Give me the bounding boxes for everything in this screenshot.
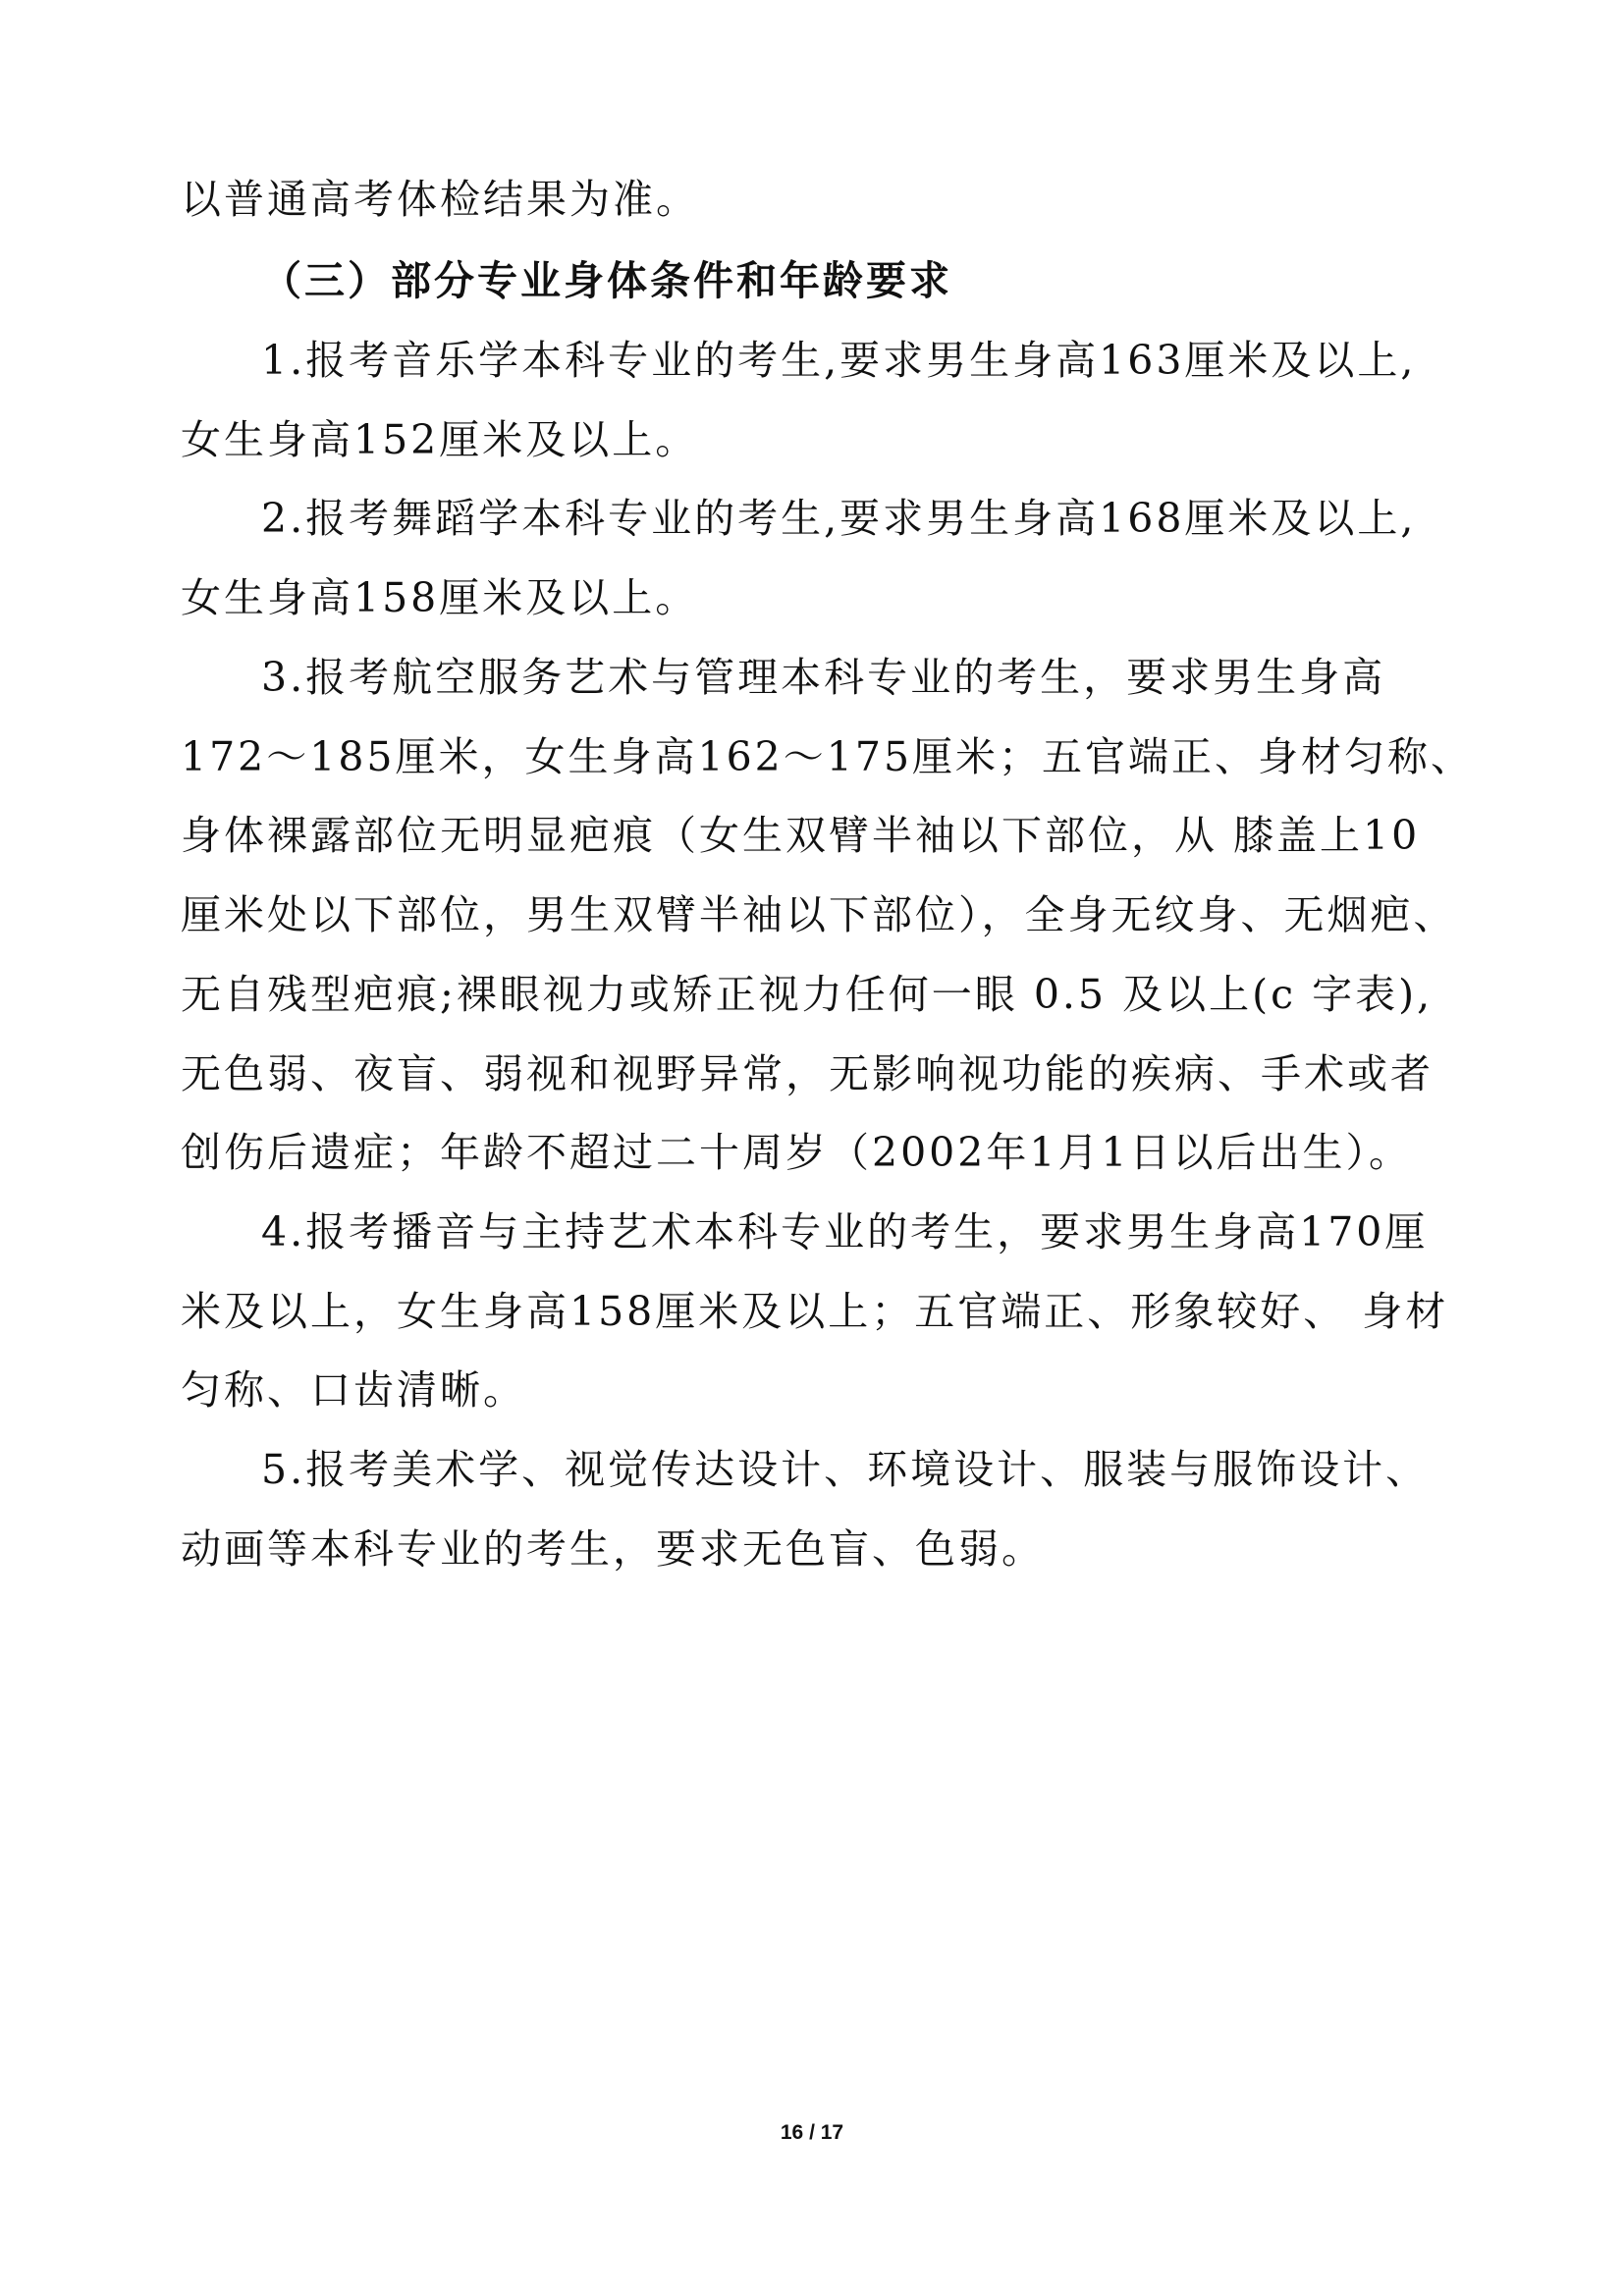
item-3-line-3: 身体裸露部位无明显疤痕（女生双臂半袖以下部位，从 膝盖上10 bbox=[181, 812, 1421, 859]
item-3-line-7: 创伤后遗症；年龄不超过二十周岁（2002年1月1日以后出生）。 bbox=[181, 1129, 1413, 1176]
item-2-line-2: 女生身高158厘米及以上。 bbox=[181, 574, 699, 621]
text-line-continuation: 以普通高考体检结果为准。 bbox=[181, 176, 699, 223]
item-5-line-1: 5.报考美术学、视觉传达设计、环境设计、服装与服饰设计、 bbox=[261, 1446, 1430, 1493]
item-3-line-5: 无自残型疤痕;裸眼视力或矫正视力任何一眼 0.5 及以上(c 字表), bbox=[181, 971, 1434, 1018]
item-3-line-6: 无色弱、夜盲、弱视和视野异常，无影响视功能的疾病、手术或者 bbox=[181, 1050, 1434, 1097]
item-1-line-2: 女生身高152厘米及以上。 bbox=[181, 416, 699, 463]
item-1-line-1: 1.报考音乐学本科专业的考生,要求男生身高163厘米及以上, bbox=[261, 337, 1417, 384]
page-number: 16 / 17 bbox=[780, 2121, 844, 2144]
section-heading: （三）部分专业身体条件和年龄要求 bbox=[261, 257, 952, 304]
item-5-line-2: 动画等本科专业的考生，要求无色盲、色弱。 bbox=[181, 1525, 1045, 1573]
item-4-line-1: 4.报考播音与主持艺术本科专业的考生，要求男生身高170厘 bbox=[261, 1208, 1429, 1255]
item-4-line-2: 米及以上，女生身高158厘米及以上；五官端正、形象较好、 身材 bbox=[181, 1288, 1449, 1335]
item-3-line-2: 172～185厘米，女生身高162～175厘米；五官端正、身材匀称、 bbox=[181, 733, 1475, 780]
item-3-line-4: 厘米处以下部位，男生双臂半袖以下部位），全身无纹身、无烟疤、 bbox=[181, 891, 1457, 938]
item-4-line-3: 匀称、口齿清晰。 bbox=[181, 1366, 526, 1414]
item-2-line-1: 2.报考舞蹈学本科专业的考生,要求男生身高168厘米及以上, bbox=[261, 495, 1417, 542]
item-3-line-1: 3.报考航空服务艺术与管理本科专业的考生，要求男生身高 bbox=[261, 654, 1386, 701]
